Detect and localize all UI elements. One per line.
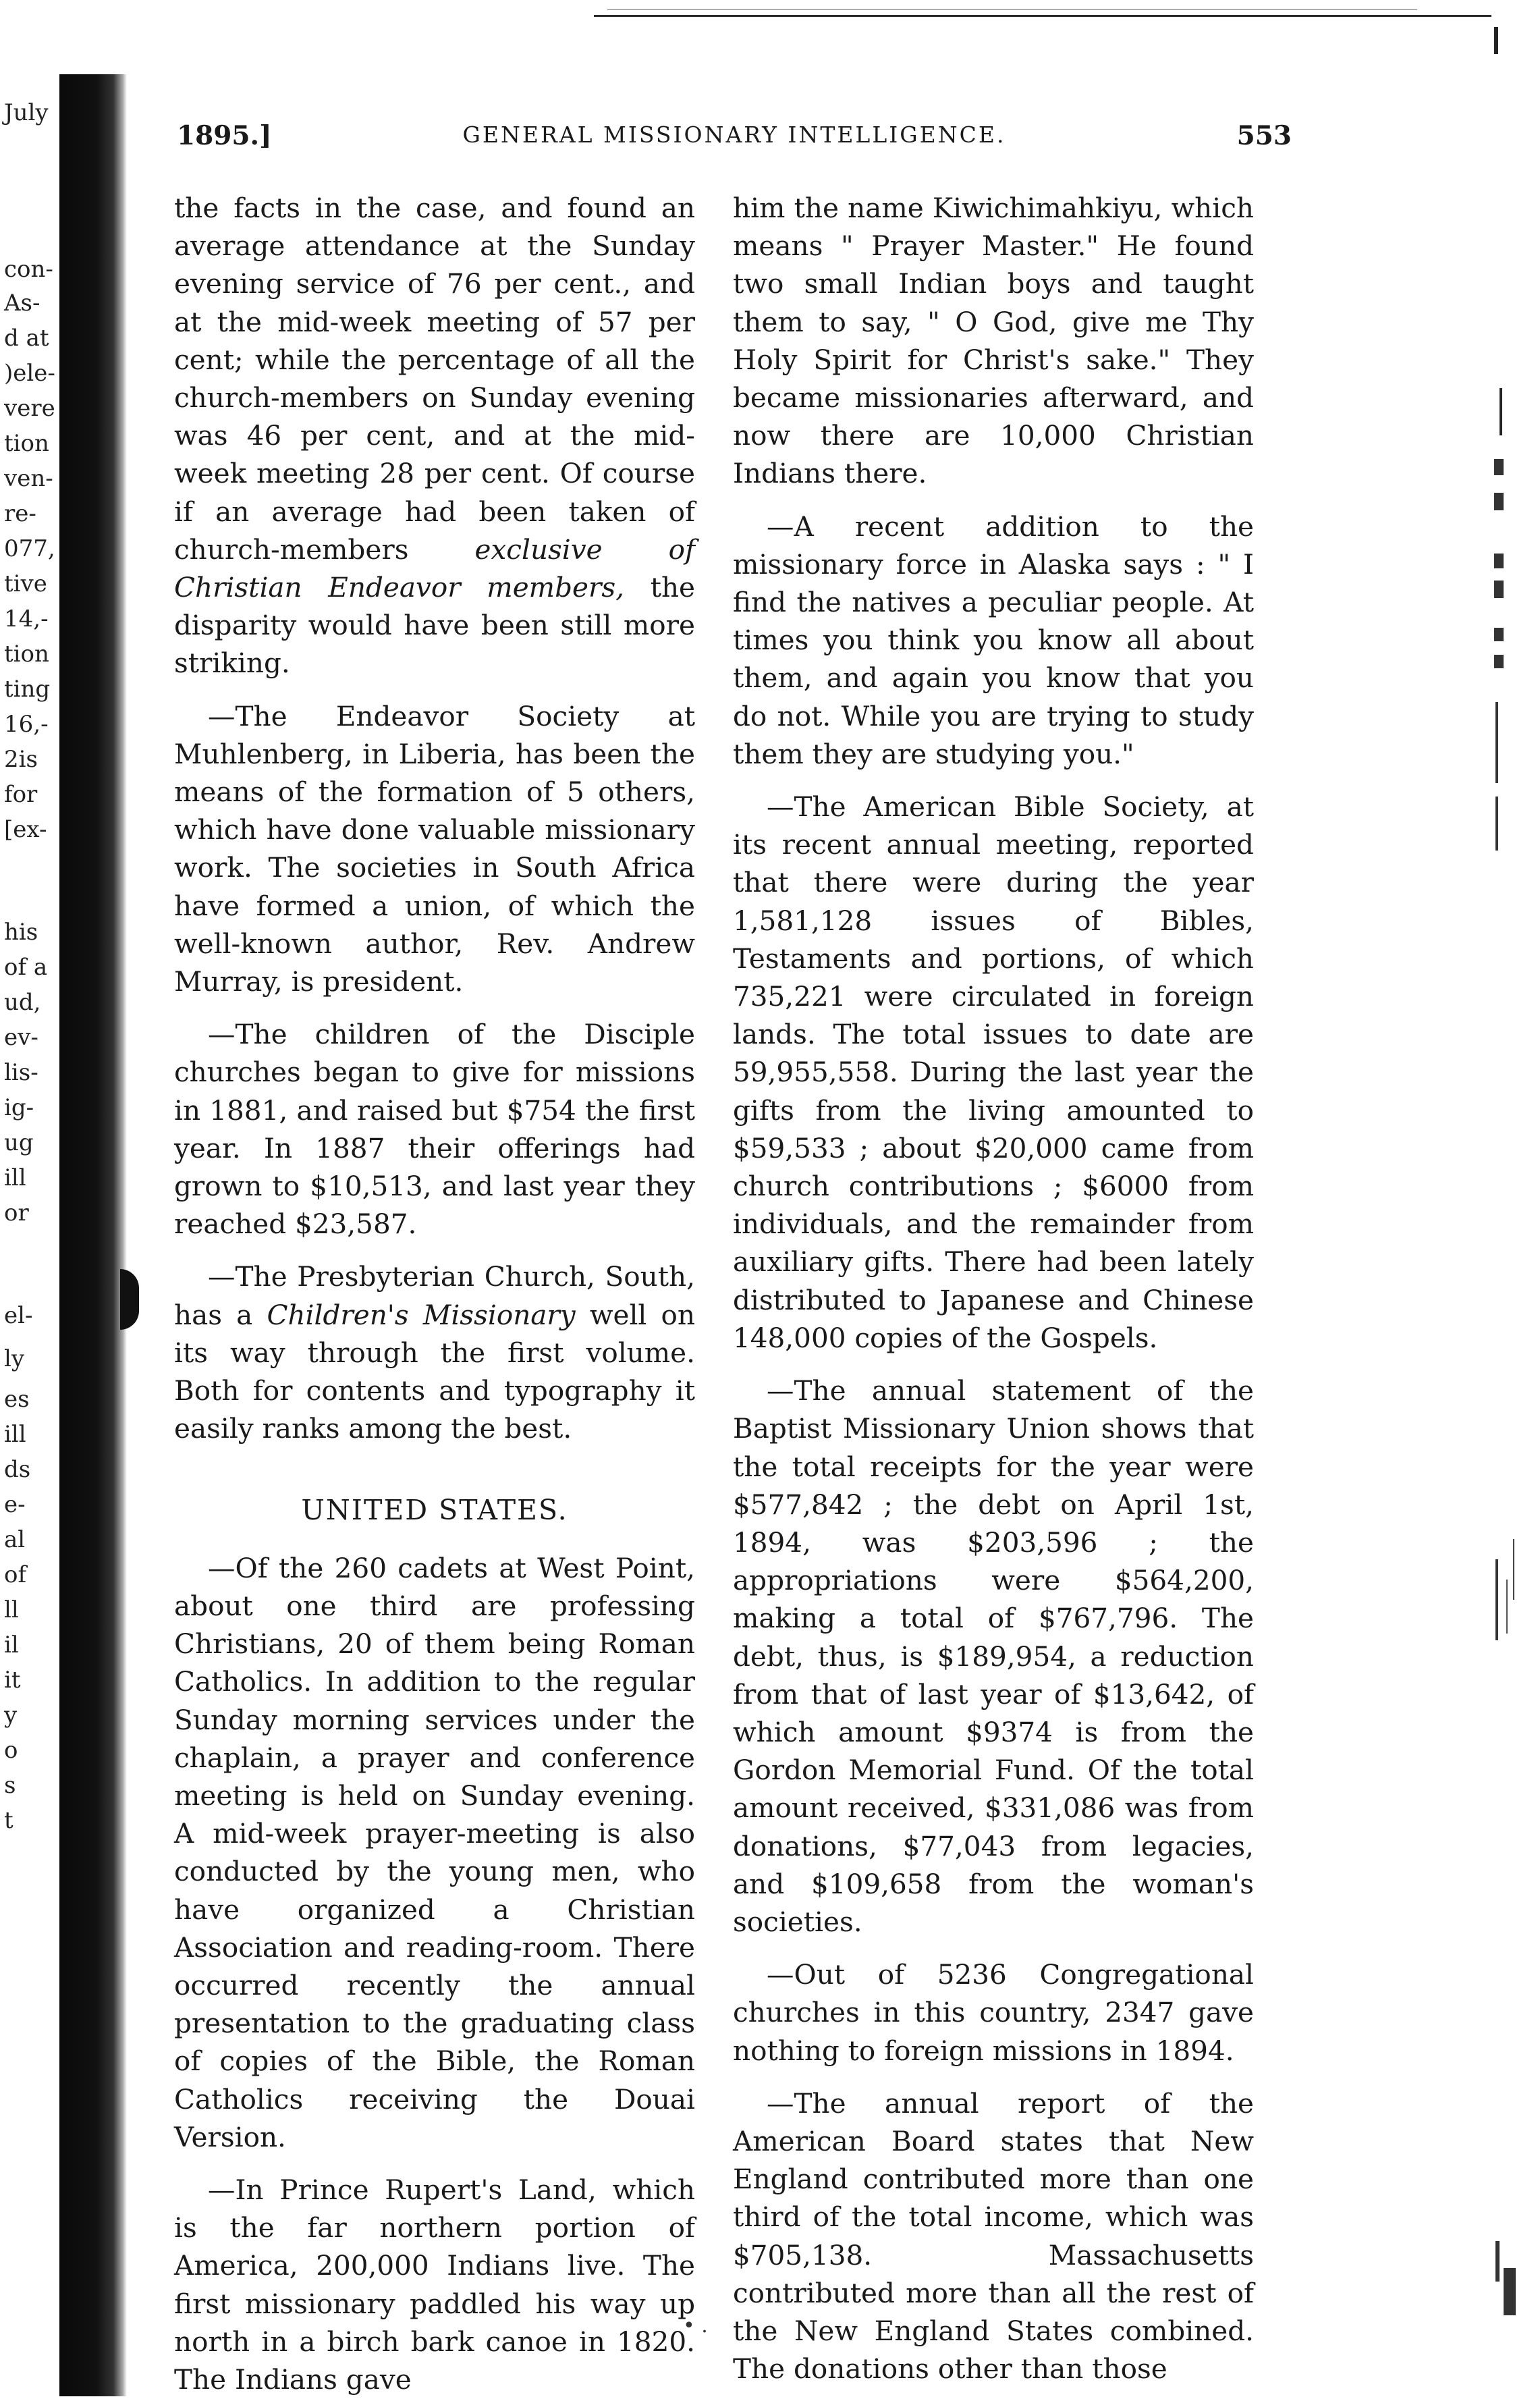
adjacent-page-fragments (0, 0, 58, 2396)
paragraph: him the name Kiwichimahkiyu, which means " Prayer Master." He found two small Indian boys and taught them to say, " O God, give me Thy Holy Spirit for Christ's sake." They became missionaries afterward, and now there are 10,000 Christian Indians there. (733, 192, 1254, 490)
paragraph: —The Endeavor Society at Muhlenberg, in Liberia, has been the means of the formation of 5 others, which have done valuable missionary work. The societies in South Africa have formed a union, of which the well-known author, Rev. Andrew Murray, is president. (174, 699, 695, 998)
paragraph-text: —The Presbyterian Church, South, has a (174, 1260, 695, 1331)
fragment: it (4, 1667, 21, 1694)
fragment: [ex- (4, 816, 47, 843)
fragment: e- (4, 1491, 26, 1518)
fragment: ll (4, 1596, 19, 1623)
paragraph-text: the facts in the case, and found an average attendance at the Sunday evening service of 76 per cent., and at the mid-week meeting of 57 per cent; while the percentage of all the church-members on Sunday evening was 46 per cent, and at the mid-week meeting 28 per cent. Of course if an average had been taken of church-members (174, 192, 695, 566)
paragraph: —The children of the Disciple churches began to give for missions in 1881, and raised but $754 the first year. In 1887 their offerings had grown to $10,513, and last year they reached $23,587. (174, 1018, 695, 1241)
fragment: t (4, 1807, 13, 1834)
scan-edge-line (607, 9, 1417, 10)
book-gutter-shadow (59, 74, 127, 2396)
paragraph: —The annual statement of the Baptist Missionary Union shows that the total receipts for the year were $577,842 ; the debt on April 1st, 1894, was $203,596 ; the appropriations were $564,200, making a total of $767,796. The debt, thus, is $189,954, a reduction from that of last year of $13,642, of which amount $9374 is from the Gordon Memorial Fund. Of the total amount received, $331,086 was from donations, $77,043 from legacies, and $109,658 from the woman's societies. (733, 1374, 1254, 1938)
fragment: al (4, 1526, 26, 1553)
paragraph-text: well on its way through the first volume. Both for contents and typography it easily ranks among the best. (174, 1298, 695, 1445)
fragment: vere (4, 395, 55, 422)
paragraph: —A recent addition to the missionary force in Alaska says : " I find the natives a peculiar people. At times you think you know all about them, and again you know that you do not. While you are trying to study them they are studying you." (733, 510, 1254, 770)
scan-noise-marks (1486, 0, 1540, 2396)
fragment: of (4, 1561, 27, 1588)
fragment: lis- (4, 1059, 38, 1086)
fragment: el- (4, 1302, 33, 1329)
fragment: tion (4, 641, 49, 668)
paragraph: —The American Bible Society, at its recent annual meeting, reported that there were during the year 1,581,128 issues of Bibles, Testaments and portions, of which 735,221 were circulated in foreign lands. The total issues to date are 59,955,558. During the last year the gifts from the living amounted to $59,533 ; about $20,000 came from church contributions ; $6000 from individuals, and the remainder from auxiliary gifts. There had been lately distributed to Japanese and Chinese 148,000 copies of the Gospels. (733, 790, 1254, 1354)
fragment: 16,- (4, 711, 49, 738)
fragment: ill (4, 1164, 26, 1191)
running-header (177, 120, 1292, 161)
paragraph (174, 1258, 695, 1447)
fragment: ting (4, 676, 51, 703)
fragment: d at (4, 325, 49, 352)
header-title: GENERAL MISSIONARY INTELLIGENCE. (462, 122, 1006, 148)
paragraph-italic: exclusive of Christian Endeavor members, (174, 533, 695, 604)
fragment: re- (4, 500, 36, 527)
scan-dots: • . (683, 2314, 708, 2338)
fragment: 077, (4, 535, 55, 562)
fragment: July (4, 99, 49, 126)
fragment: s (4, 1772, 16, 1799)
right-edge-scan-marks (1486, 0, 1540, 2396)
fragment: As- (4, 290, 40, 317)
left-column (174, 189, 695, 2398)
scan-top-rule (594, 15, 1491, 17)
fragment: es (4, 1386, 30, 1413)
paragraph-text: the disparity would have been still more striking. (174, 571, 696, 680)
section-heading: UNITED STATES. (301, 1493, 568, 1526)
fragment: ud, (4, 989, 41, 1016)
fragment: ds (4, 1456, 31, 1483)
fragment: of a (4, 954, 48, 981)
fragment: il (4, 1632, 19, 1659)
fragment: y (4, 1702, 18, 1729)
fragment: ly (4, 1345, 25, 1372)
fragment: ven- (4, 465, 53, 492)
fragment: ev- (4, 1024, 38, 1051)
paragraph: —Out of 5236 Congregational churches in this country, 2347 gave nothing to foreign missions in 1894. (733, 1958, 1254, 2067)
paragraph-italic: Children's Missionary (267, 1298, 576, 1331)
fragment: 2is (4, 746, 38, 773)
paragraph: —In Prince Rupert's Land, which is the far northern portion of America, 200,000 Indians live. The first missionary paddled his way up north in a birch bark canoe in 1820. The Indians gave (174, 2173, 695, 2396)
right-column (733, 189, 1254, 2388)
fragment: )ele- (4, 360, 55, 387)
fragment: o (4, 1737, 18, 1764)
fragment: his (4, 919, 38, 946)
page-number: 553 (1236, 120, 1292, 151)
fragment: ug (4, 1129, 34, 1156)
fragment: ill (4, 1421, 26, 1448)
paragraph (174, 189, 695, 682)
fragment: tion (4, 430, 49, 457)
gutter-blot (120, 1269, 139, 1330)
fragment: con- (4, 256, 53, 283)
header-date: 1895.] (177, 120, 272, 151)
paragraph: —The annual report of the American Board states that New England contributed more than one third of the total income, which was $705,138. Massachusetts contributed more than all the rest of the New England States combined. The donations other than those (733, 2086, 1254, 2385)
fragment: or (4, 1200, 29, 1227)
fragment: for (4, 781, 38, 808)
paragraph: —Of the 260 cadets at West Point, about one third are professing Christians, 20 of them being Roman Catholics. In addition to the regular Sunday morning services under the chaplain, a prayer and conference meeting is held on Sunday evening. A mid-week prayer-meeting is also conducted by the young men, who have organized a Christian Association and reading-room. There occurred recently the annual presentation to the graduating class of copies of the Bible, the Roman Catholics receiving the Douai Version. (174, 1551, 695, 2153)
fragment: 14,- (4, 605, 49, 632)
fragment: ig- (4, 1094, 34, 1121)
fragment: tive (4, 570, 47, 597)
